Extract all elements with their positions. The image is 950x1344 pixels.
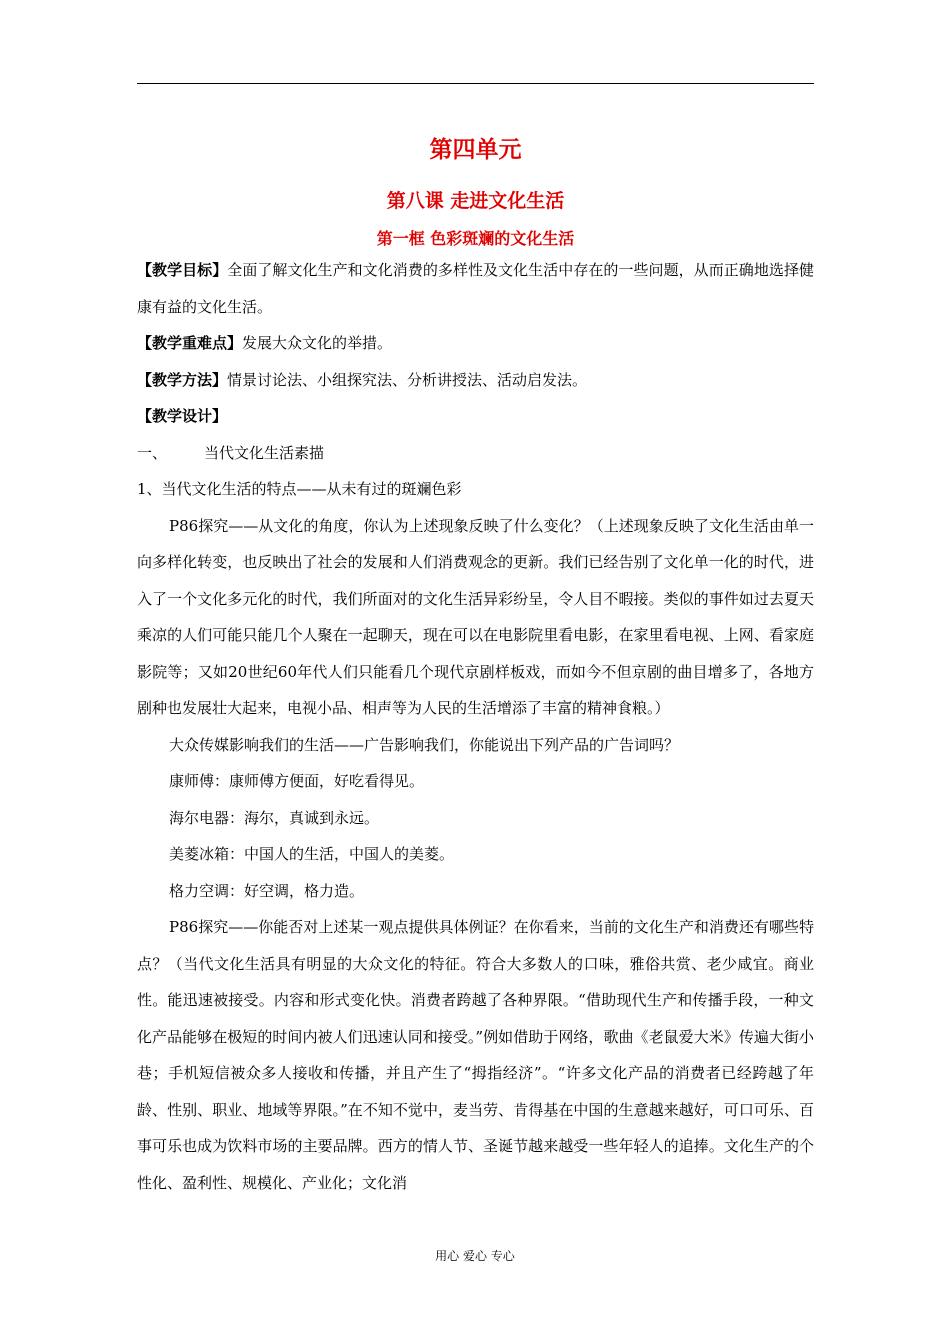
- teaching-goals-text: 全面了解文化生产和文化消费的多样性及文化生活中存在的一些问题，从而正确地选择健康有益的文化生活。: [137, 261, 814, 316]
- unit-title: 第四单元: [429, 137, 522, 163]
- teaching-methods-text: 情景讨论法、小组探究法、分析讲授法、活动启发法。: [227, 370, 588, 389]
- key-points-label: 【教学重难点】: [137, 334, 243, 352]
- teaching-design: [137, 398, 814, 435]
- document-body: [137, 130, 814, 1201]
- page-footer: 用心 爱心 专心: [435, 1249, 515, 1263]
- teaching-design-label: 【教学设计】: [137, 407, 228, 425]
- teaching-goals-label: 【教学目标】: [137, 261, 228, 279]
- ad-slogan-item: 海尔电器：海尔，真诚到永远。: [169, 808, 380, 827]
- ad-slogan-item: 格力空调：好空调，格力造。: [169, 881, 365, 900]
- key-points: [137, 325, 814, 362]
- teaching-methods: [137, 362, 814, 399]
- body-paragraph: P86探究——你能否对上述某一观点提供具体例证？在你看来，当前的文化生产和消费还有哪些特点？（当代文化生活具有明显的大众文化的特征。符合大多数人的口味，雅俗共赏、老少咸宜。商业性。能迅速被接受。内容和形式变化快。消费者跨越了各种界限。“借助现代生产和传播手段，一种文化产品能够在极短的时间内被人们迅速认同和接受。”例如借助于网络，歌曲《老鼠爱大米》传遍大街小巷；手机短信被众多人接收和传播，并且产生了“拇指经济”。“许多文化产品的消费者已经跨越了年龄、性别、职业、地域等界限。”在不知不觉中，麦当劳、肯得基在中国的生意越来越好，可口可乐、百事可乐也成为饮料市场的主要品牌。西方的情人节、圣诞节越来越受一些年轻人的追捧。文化生产的个性化、盈利性、规模化、产业化；文化消: [137, 918, 814, 1192]
- teaching-methods-label: 【教学方法】: [137, 370, 228, 389]
- key-points-text: 发展大众文化的举措。: [242, 334, 393, 352]
- lesson-title: 第八课 走进文化生活: [386, 190, 565, 212]
- section-title: 当代文化生活素描: [204, 443, 325, 462]
- teaching-goals: [137, 252, 814, 325]
- subsection-heading: 1、当代文化生活的特点——从未有过的斑斓色彩: [137, 480, 462, 498]
- body-paragraph: P86探究——从文化的角度，你认为上述现象反映了什么变化？（上述现象反映了文化生活由单一向多样化转变，也反映出了社会的发展和人们消费观念的更新。我们已经告别了文化单一化的时代，进入了一个文化多元化的时代，我们所面对的文化生活异彩纷呈，令人目不暇接。类似的事件如过去夏天乘凉的人们可能只能几个人聚在一起聊天，现在可以在电影院里看电影，在家里看电视、上网、看家庭影院等；又如20世纪60年代人们只能看几个现代京剧样板戏，而如今不但京剧的曲目增多了，各地方剧种也发展壮大起来，电视小品、相声等为人民的生活增添了丰富的精神食粮。）: [137, 516, 814, 717]
- section-number: 一、: [137, 443, 168, 462]
- body-paragraph: 大众传媒影响我们的生活——广告影响我们，你能说出下列产品的广告词吗？: [169, 735, 680, 754]
- header-rule: [137, 83, 814, 84]
- ad-slogan-item: 美菱冰箱：中国人的生活，中国人的美菱。: [169, 845, 455, 863]
- section-heading: [137, 435, 814, 472]
- frame-title: 第一框 色彩斑斓的文化生活: [376, 229, 575, 248]
- ad-slogan-item: 康师傅：康师傅方便面，好吃看得见。: [169, 772, 425, 790]
